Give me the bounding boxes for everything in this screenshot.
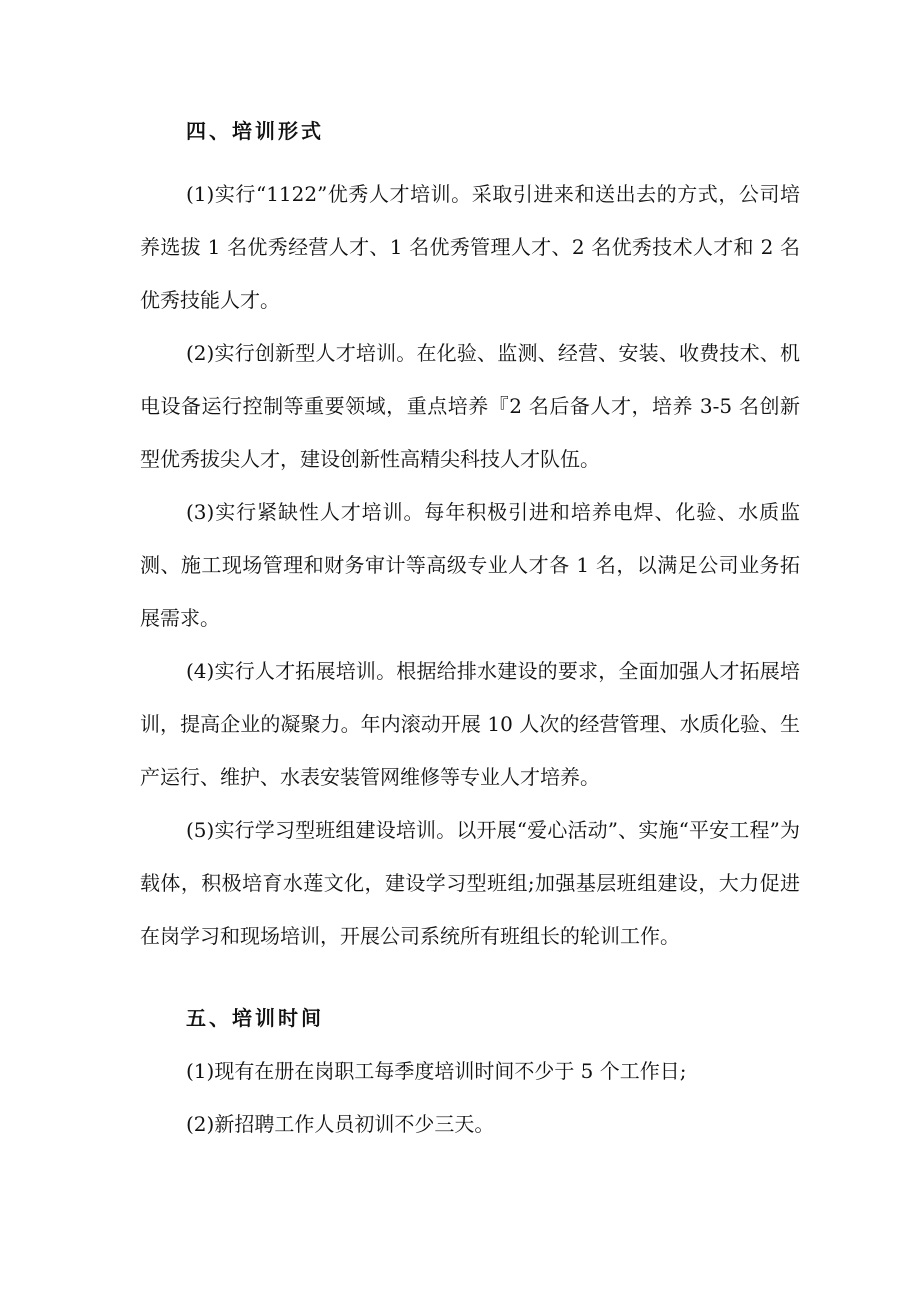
paragraph-item-4: (4)实行人才拓展培训。根据给排水建设的要求，全面加强人才拓展培训，提高企业的凝聚力。年内滚动开展 10 人次的经营管理、水质化验、生产运行、维护、水表安装管网维修等专业人才培养。	[140, 659, 800, 789]
paragraph-item-5: (5)实行学习型班组建设培训。以开展“爱心活动”、实施“平安工程”为载体，积极培育水莲文化，建设学习型班组;加强基层班组建设，大力促进在岗学习和现场培训，开展公司系统所有班组长的轮训工作。	[140, 818, 800, 948]
paragraph-item-3: (3)实行紧缺性人才培训。每年积极引进和培养电焊、化验、水质监测、施工现场管理和财务审计等高级专业人才各 1 名，以满足公司业务拓展需求。	[140, 500, 800, 630]
paragraph-item-1: (1)实行“1122”优秀人才培训。采取引进来和送出去的方式，公司培养选拔 1 名优秀经营人才、1 名优秀管理人才、2 名优秀技术人才和 2 名优秀技能人才。	[140, 182, 800, 312]
section-heading-training-form: 四、培训形式	[186, 119, 324, 143]
paragraph-item-2: (2)实行创新型人才培训。在化验、监测、经营、安装、收费技术、机电设备运行控制等重要领域，重点培养『2 名后备人才，培养 3-5 名创新型优秀拔尖人才，建设创新性高精尖科技人才队伍。	[140, 341, 800, 471]
time-item-1: (1)现有在册在岗职工每季度培训时间不少于 5 个工作日;	[186, 1059, 687, 1083]
section-heading-training-time: 五、培训时间	[186, 1006, 324, 1030]
time-item-2: (2)新招聘工作人员初训不少三天。	[186, 1112, 495, 1136]
